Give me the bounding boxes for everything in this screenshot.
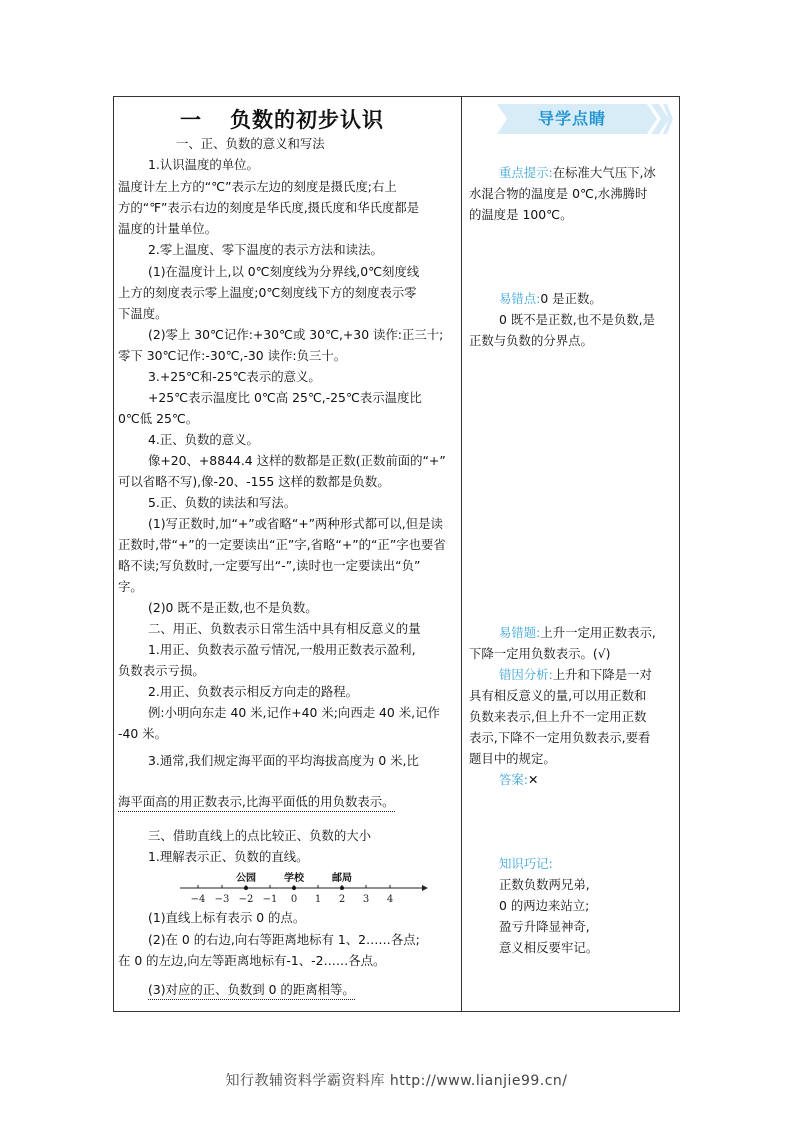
number-line-tick-label: −1: [262, 894, 278, 904]
paragraph: 负数表示亏损。: [118, 663, 205, 678]
paragraph: 4.正、负数的意义。: [148, 432, 259, 447]
error-analysis-label: 错因分析:: [499, 667, 553, 682]
paragraph: 在 0 的左边,向左等距离地标有-1、-2……各点。: [118, 953, 386, 968]
emphasis-text: (3)对应的正、负数到 0 的距离相等。: [148, 982, 355, 1000]
number-line-diagram: [178, 866, 430, 904]
paragraph: (2)零上 30℃记作:+30℃或 30℃,+30 读作:正三十;: [148, 327, 444, 342]
lesson-title-text: 负数的初步认识: [230, 108, 384, 132]
memory-verse-line: 正数负数两兄弟,: [499, 877, 590, 892]
paragraph: (2)0 既不是正数,也不是负数。: [148, 600, 318, 615]
paragraph: (1)写正数时,加“+”或省略“+”两种形式都可以,但是读: [148, 516, 443, 531]
paragraph: 1.用正、负数表示盈亏情况,一般用正数表示盈利,: [148, 642, 416, 657]
number-line-tick-label: 0: [290, 894, 298, 904]
number-line-tick-label: −4: [190, 894, 206, 904]
number-line-tick-label: 3: [362, 894, 370, 904]
number-line-point: [292, 886, 296, 890]
paragraph: -40 米。: [118, 726, 167, 741]
error-analysis-text: 负数来表示,但上升不一定用正数: [469, 709, 647, 724]
paragraph-dotted: [148, 980, 355, 1000]
paragraph: 温度计左上方的“℃”表示左边的刻度是摄氏度;右上: [118, 179, 397, 194]
column-divider: [461, 96, 462, 1012]
paragraph: 上方的刻度表示零上温度;0℃刻度线下方的刻度表示零: [118, 285, 417, 300]
paragraph: 5.正、负数的读法和写法。: [148, 495, 297, 510]
paragraph: 例:小明向东走 40 米,记作+40 米;向西走 40 米,记作: [148, 705, 440, 720]
paragraph-dotted: [118, 792, 395, 812]
paragraph: 1.理解表示正、负数的直线。: [148, 849, 309, 864]
paragraph: (1)在温度计上,以 0℃刻度线为分界线,0℃刻度线: [148, 264, 420, 279]
number-line-point: [244, 886, 248, 890]
lesson-title: [180, 104, 384, 134]
paragraph: 可以省略不写),像-20、-155 这样的数都是负数。: [118, 474, 390, 489]
paragraph: (1)直线上标有表示 0 的点。: [148, 910, 306, 925]
paragraph: 2.零上温度、零下温度的表示方法和读法。: [148, 242, 383, 257]
cross-icon: ✕: [527, 772, 539, 787]
paragraph: 0℃低 25℃。: [118, 411, 199, 426]
section-3-heading: 三、借助直线上的点比较正、负数的大小: [148, 828, 372, 843]
memory-tip-label: 知识巧记:: [499, 856, 553, 871]
answer-line: [499, 769, 538, 790]
key-point-text: 在标准大气压下,冰: [552, 165, 656, 180]
number-line-tick-label: 1: [314, 894, 322, 904]
key-point-line: [499, 162, 656, 183]
key-point-text: 水混合物的温度是 0℃,水沸腾时: [469, 186, 648, 201]
section-2-heading: 二、用正、负数表示日常生活中具有相反意义的量: [148, 621, 421, 636]
error-point-line: [499, 288, 602, 309]
number-line-tick-label: −2: [238, 894, 254, 904]
number-line-point: [340, 886, 344, 890]
paragraph: +25℃表示温度比 0℃高 25℃,-25℃表示温度比: [148, 390, 422, 405]
paragraph: 1.认识温度的单位。: [148, 157, 259, 172]
error-point-label: 易错点:: [499, 291, 541, 306]
paragraph: 下温度。: [118, 306, 168, 321]
error-question-text: 上升一定用正数表示,: [540, 625, 656, 640]
memory-verse-line: 0 的两边来站立;: [499, 898, 590, 913]
paragraph: 像+20、+8844.4 这样的数都是正数(正数前面的“+”: [148, 453, 446, 468]
number-line-tick-label: 2: [338, 894, 346, 904]
paragraph: (2)在 0 的右边,向右等距离地标有 1、2……各点;: [148, 932, 420, 947]
error-question-label: 易错题:: [499, 625, 541, 640]
error-analysis-text: 上升和下降是一对: [552, 667, 652, 682]
number-line-place-label: 公园: [236, 873, 256, 884]
number-line-tick-label: 4: [386, 894, 394, 904]
paragraph: 略不读;写负数时,一定要写出“-”,读时也一定要读出“负”: [118, 558, 421, 573]
number-line-place-label: 学校: [284, 873, 304, 884]
memory-verse-line: 盈亏升降显神奇,: [499, 919, 590, 934]
memory-verse-line: 意义相反要牢记。: [499, 940, 599, 955]
section-1-heading: 一、正、负数的意义和写法: [176, 136, 325, 151]
key-point-text: 的温度是 100℃。: [469, 207, 573, 222]
error-analysis-line: [499, 664, 652, 685]
number-line-arrow: [422, 885, 428, 891]
paragraph: 零下 30℃记作:-30℃,-30 读作:负三十。: [118, 348, 347, 363]
paragraph: 正数时,带“+”的一定要读出“正”字,省略“+”的“正”字也要省: [118, 537, 446, 552]
number-line-place-label: 邮局: [332, 873, 352, 884]
key-point-label: 重点提示:: [499, 165, 553, 180]
error-analysis-text: 题目中的规定。: [469, 751, 556, 766]
error-question-line: [499, 622, 656, 643]
paragraph: 字。: [118, 579, 143, 594]
number-line-tick-label: −3: [214, 894, 230, 904]
paragraph: 3.+25℃和-25℃表示的意义。: [148, 369, 321, 384]
guide-banner: [497, 104, 673, 134]
banner-title: 导学点睛: [537, 109, 606, 128]
footer-watermark: 知行教辅资料学霸资料库 http://www.lianjie99.cn/: [225, 1073, 568, 1089]
lesson-number: 一: [180, 108, 202, 132]
error-analysis-text: 具有相反意义的量,可以用正数和: [469, 688, 647, 703]
paragraph: 2.用正、负数表示相反方向走的路程。: [148, 684, 359, 699]
emphasis-text: 海平面高的用正数表示,比海平面低的用负数表示。: [118, 794, 395, 812]
error-point-text: 0 既不是正数,也不是负数,是: [499, 312, 655, 327]
paragraph: 方的“℉”表示右边的刻度是华氏度,摄氏度和华氏度都是: [118, 200, 420, 215]
paragraph: 温度的计量单位。: [118, 221, 218, 236]
error-question-text: 下降一定用负数表示。(√): [469, 646, 611, 661]
error-analysis-text: 表示,下降不一定用负数表示,要看: [469, 730, 651, 745]
error-point-text: 0 是正数。: [540, 291, 602, 306]
answer-label: 答案:: [499, 772, 528, 787]
paragraph: 3.通常,我们规定海平面的平均海拔高度为 0 米,比: [148, 753, 419, 768]
error-point-text: 正数与负数的分界点。: [469, 333, 593, 348]
